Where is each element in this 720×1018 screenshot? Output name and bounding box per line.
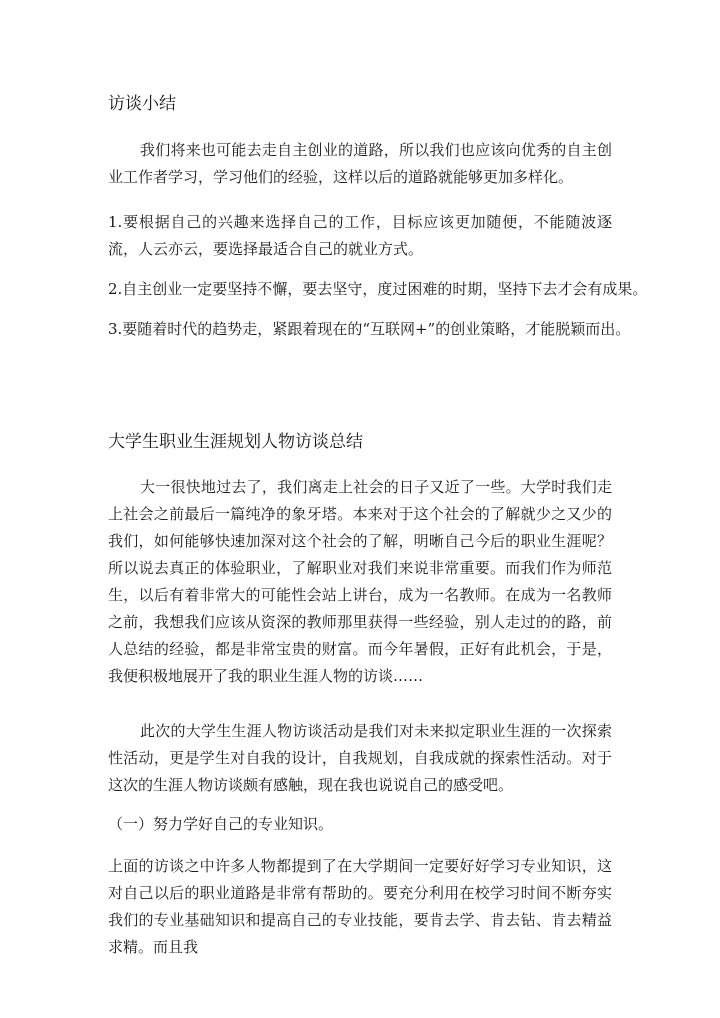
- section2-body-paragraph: 上面的访谈之中许多人物都提到了在大学期间一定要好好学习专业知识，这对自己以后的职业道路是非常有帮助的。要充分利用在校学习时间不断夯实我们的专业基础知识和提高自己的专业技能，要肯去学、肯去钻、肯去精益求精。而且我: [108, 857, 612, 956]
- section1-point-1: 1.要根据自己的兴趣来选择自己的工作，目标应该更加随便，不能随波逐流，人云亦云，要选择最适合自己的就业方式。: [108, 213, 612, 258]
- section1-point-2: 2.自主创业一定要坚持不懈，要去坚守，度过困难的时期，坚持下去才会有成果。: [108, 280, 648, 298]
- section2-paragraph-2: 此次的大学生生涯人物访谈活动是我们对未来拟定职业生涯的一次探索性活动，更是学生对自我的设计，自我规划，自我成就的探索性活动。对于这次的生涯人物访谈颇有感触，现在我也说说自己的感受吧。: [108, 722, 612, 794]
- section1-intro-paragraph: 我们将来也可能去走自主创业的道路，所以我们也应该向优秀的自主创业工作者学习，学习他们的经验，这样以后的道路就能够更加多样化。: [108, 141, 612, 186]
- section-title-career-interview-summary: 大学生职业生涯规划人物访谈总结: [108, 432, 363, 452]
- section1-point-3: 3.要随着时代的趋势走，紧跟着现在的“互联网+”的创业策略，才能脱颖而出。: [108, 320, 631, 338]
- section2-subheading-1: （一）努力学好自己的专业知识。: [108, 815, 334, 833]
- section-title-interview-summary: 访谈小结: [108, 94, 176, 114]
- section2-paragraph-1: 大一很快地过去了，我们离走上社会的日子又近了一些。大学时我们走上社会之前最后一篇纯净的象牙塔。本来对于这个社会的了解就少之又少的我们，如何能够快速加深对这个社会的了解，明晰自己今后的职业生涯呢？所以说去真正的体验职业，了解职业对我们来说非常重要。而我们作为师范生，以后有着非常大的可能性会站上讲台，成为一名教师。在成为一名教师之前，我想我们应该从资深的教师那里获得一些经验，别人走过的的路，前人总结的经验，都是非常宝贵的财富。而今年暑假，正好有此机会，于是，我便积极地展开了我的职业生涯人物的访谈……: [108, 478, 612, 685]
